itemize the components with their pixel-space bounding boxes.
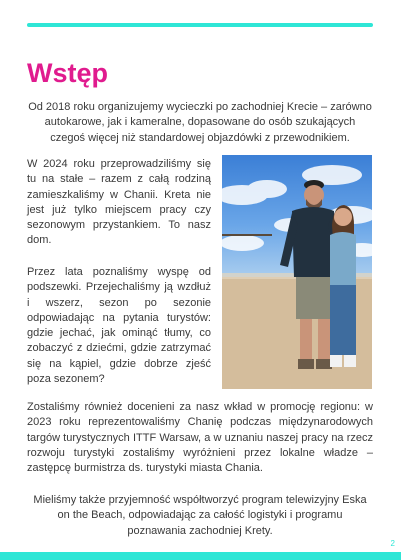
award-paragraph: Zostaliśmy również docenieni za nasz wkład w promocję regionu: w 2023 roku reprezentowaliśmy Chanię podczas międzynarodowych targów turystycznych ITTF Warsaw, a w uznaniu naszej pracy na rzecz rozwoju turystyki zostaliśmy wyróżnieni przez lokalne władze – zastępcę burmistrza ds. turystyki miasta Chania.: [27, 401, 373, 475]
intro-paragraph: Od 2018 roku organizujemy wycieczki po zachodniej Krecie – zarówno autokarowe, jak i kameralne, dopasowane do osób szukających czegoś więcej niż standardowej objazdówki z przewodnikiem.: [28, 101, 372, 144]
eska-paragraph: Mieliśmy także przyjemność współtworzyć program telewizyjny Eska on the Beach, odpowiadając za całość logistyki i programu poznawania zachodniej Krety.: [33, 494, 367, 537]
page-number: 2: [390, 539, 395, 548]
page-title: Wstęp: [27, 58, 108, 88]
move-2024-paragraph: W 2024 roku przeprowadziliśmy się tu na stałe – razem z całą rodziną zamieszkaliśmy w Chanii. Kreta nie jest już tylko miejscem pracy czy sezonowym przystankiem. To nasz dom.: [27, 158, 211, 247]
island-knowledge-paragraph: Przez lata poznaliśmy wyspę od podszewki. Przejechaliśmy ją wzdłuż i wszerz, sezon po sezonie odpowiadając na pytania turystów: gdzie jechać, jak ominąć tłumy, co zobaczyć z dziećmi, gdzie zatrzymać się na kąpiel, gdzie dobrze zjeść poza sezonem?: [27, 266, 211, 386]
bottom-accent-rule: [0, 552, 401, 560]
top-accent-rule: [27, 23, 373, 27]
couple-beach-photo: [222, 155, 372, 389]
